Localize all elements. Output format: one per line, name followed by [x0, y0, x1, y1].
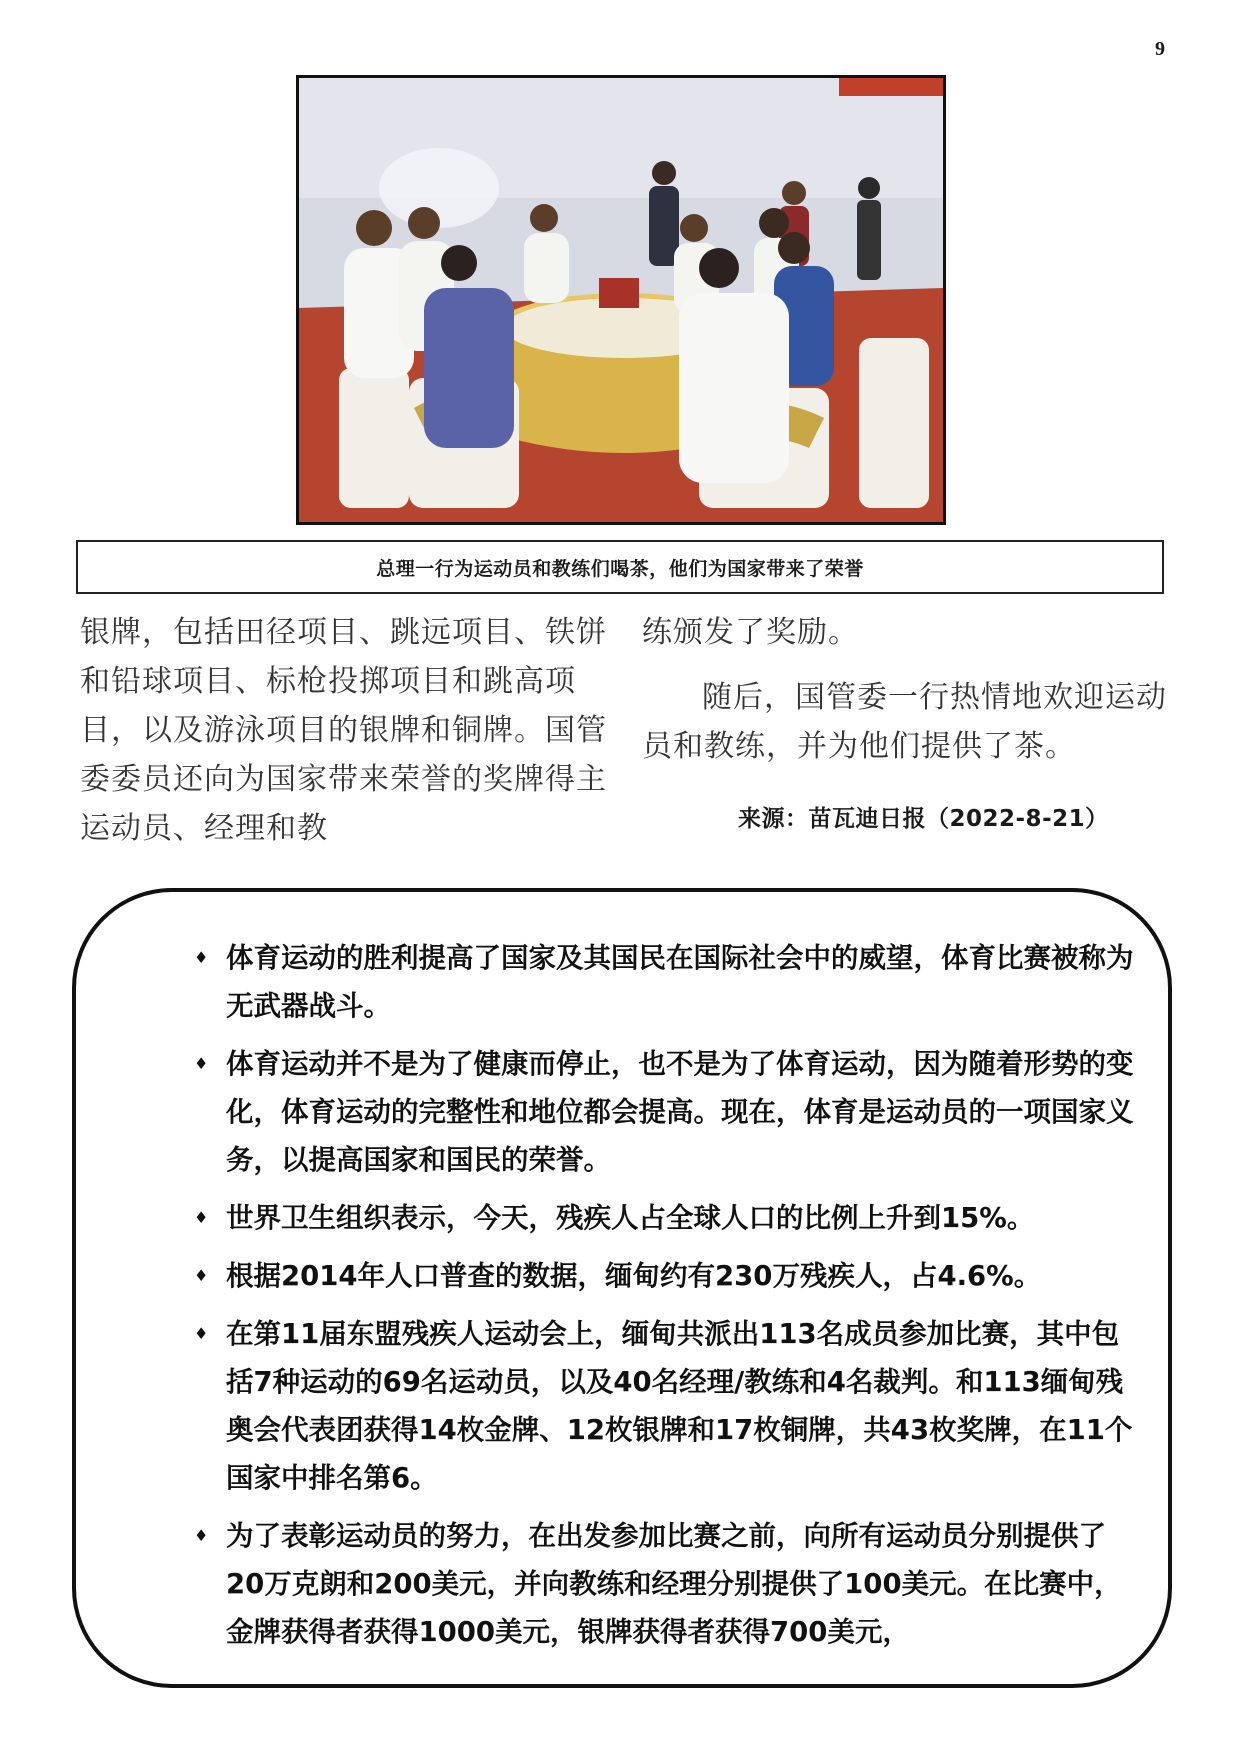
photo-caption: 总理一行为运动员和教练们喝茶，他们为国家带来了荣誉: [76, 540, 1164, 594]
article-right-column: [642, 608, 1172, 771]
article-paragraph: 练颁发了奖励。: [642, 615, 859, 650]
facts-box: [72, 888, 1172, 1688]
fact-item: ♦ 为了表彰运动员的努力，在出发参加比赛之前，向所有运动员分别提供了20万克朗和200美元，并向教练和经理分别提供了100美元。在比赛中，金牌获得者获得1000美元，银牌获得者获得700美元，: [114, 1512, 1144, 1656]
page-number: 9: [1155, 38, 1165, 60]
fact-item: ♦ 体育运动的胜利提高了国家及其国民在国际社会中的威望，体育比赛被称为无武器战斗。: [114, 934, 1144, 1030]
source-credit: 来源：苗瓦迪日报（2022-8-21）: [738, 806, 1109, 832]
fact-item: ♦ 在第11届东盟残疾人运动会上，缅甸共派出113名成员参加比赛，其中包括7种运动的69名运动员，以及40名经理/教练和4名裁判。和113缅甸残奥会代表团获得14枚金牌、12枚银牌和17枚铜牌，共43枚奖牌，在11个国家中排名第6。: [114, 1310, 1144, 1502]
fact-item: ♦ 根据2014年人口普查的数据，缅甸约有230万残疾人，占4.6%。: [114, 1252, 1144, 1300]
diamond-bullet-icon: ♦: [194, 948, 209, 967]
diamond-bullet-icon: ♦: [194, 1266, 209, 1285]
article-paragraph: 随后，国管委一行热情地欢迎运动员和教练，并为他们提供了茶。: [642, 680, 1167, 764]
article-left-column: 银牌，包括田径项目、跳远项目、铁饼和铅球项目、标枪投掷项目和跳高项目，以及游泳项目的银牌和铜牌。国管委委员还向为国家带来荣誉的奖牌得主运动员、经理和教: [80, 615, 607, 846]
fact-item: ♦ 世界卫生组织表示，今天，残疾人占全球人口的比例上升到15%。: [114, 1194, 1144, 1242]
diamond-bullet-icon: ♦: [194, 1054, 209, 1073]
fact-item: ♦ 体育运动并不是为了健康而停止，也不是为了体育运动，因为随着形势的变化，体育运动的完整性和地位都会提高。现在，体育是运动员的一项国家义务，以提高国家和国民的荣誉。: [114, 1040, 1144, 1184]
photo-icon: [299, 78, 943, 522]
photo: [296, 75, 946, 525]
diamond-bullet-icon: ♦: [194, 1526, 209, 1545]
diamond-bullet-icon: ♦: [194, 1324, 209, 1343]
diamond-bullet-icon: ♦: [194, 1208, 209, 1227]
facts-list: [114, 934, 1144, 1666]
